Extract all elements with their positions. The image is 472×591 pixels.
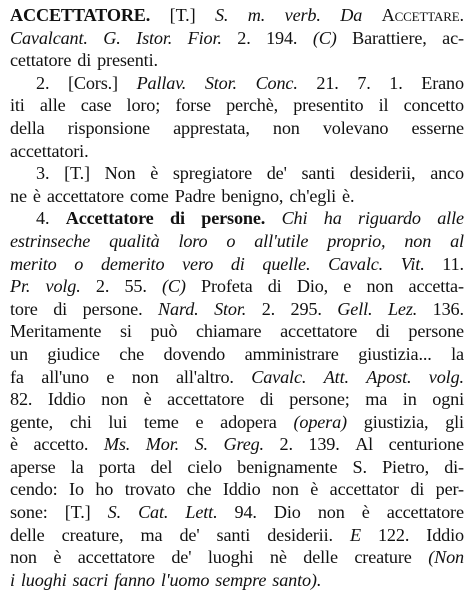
entry-word: non [131, 366, 159, 387]
entry-word: anco [430, 163, 464, 184]
entry-word: l'uomo [160, 569, 210, 590]
entry-word: volg. [428, 366, 464, 387]
entry-word: Pr. [10, 276, 31, 297]
entry-word: alle [437, 208, 464, 229]
entry-word: alle [39, 95, 66, 116]
entry-word: ho [95, 479, 114, 500]
entry-word: luoghi [20, 569, 67, 590]
entry-word: Dio, [296, 276, 329, 297]
entry-word: Mor. [145, 434, 180, 455]
entry-word: 295. [290, 298, 322, 319]
entry-word: estrinseche [10, 230, 91, 251]
entry-word: ACCETTATORE. [10, 5, 151, 25]
entry-word: 2. [237, 27, 251, 48]
entry-word: adopera [220, 411, 277, 432]
dictionary-entry [10, 4, 464, 591]
entry-word: un [10, 343, 28, 364]
entry-word: Iddio [426, 524, 464, 545]
entry-word: accettator [329, 479, 399, 500]
entry-word: di [230, 253, 245, 274]
entry-word: vero [182, 253, 214, 274]
entry-word: 21. [316, 72, 339, 93]
entry-word: può [150, 321, 178, 342]
entry-word: benignamente [237, 456, 338, 477]
entry-word: giustizia, [363, 411, 429, 432]
entry-word: Stor. [214, 298, 247, 319]
entry-word: di [77, 50, 92, 71]
entry-word: Padre [174, 185, 216, 206]
entry-word: ogni [432, 389, 464, 410]
entry-word: porta [98, 456, 136, 477]
entry-word: loro; [126, 95, 161, 116]
entry-word: non [272, 117, 300, 138]
entry-word: sempre [215, 569, 267, 590]
entry-paragraph [10, 72, 464, 162]
entry-word: cendo: [10, 479, 58, 500]
entry-word: creature, [61, 524, 124, 545]
entry-word: de' [179, 524, 200, 545]
entry-word: Barattiere, [352, 27, 427, 48]
entry-paragraph [10, 162, 464, 207]
entry-word: di [375, 321, 390, 342]
entry-word: dovendo [163, 343, 226, 364]
entry-word: perchè, [226, 95, 279, 116]
entry-word: S. [107, 502, 121, 523]
entry-word: presenti. [97, 50, 158, 71]
entry-word: persone. [82, 298, 143, 319]
entry-line [10, 456, 464, 479]
entry-word: di [259, 389, 274, 410]
entry-word: delle [10, 524, 45, 545]
entry-word: per- [435, 479, 464, 500]
entry-word: 194. [266, 27, 298, 48]
entry-word: Stor. [204, 72, 237, 93]
entry-word: Vit. [400, 253, 425, 274]
entry-word: [T.] [64, 163, 90, 184]
entry-word: accettatore [280, 321, 358, 342]
entry-word: Cavalc. [251, 366, 307, 387]
entry-word: è [150, 163, 159, 184]
entry-word: Conc. [255, 72, 298, 93]
entry-word: che [186, 479, 212, 500]
entry-word: non [317, 502, 345, 523]
entry-word: gli [445, 411, 464, 432]
entry-word: e [195, 411, 204, 432]
entry-line [10, 140, 464, 163]
entry-line [10, 524, 464, 547]
entry-word: è [361, 502, 370, 523]
entry-line [10, 49, 464, 72]
entry-word: Greg. [223, 434, 264, 455]
entry-word: Iddio [47, 389, 86, 410]
entry-word: di- [444, 456, 464, 477]
entry-word: o [226, 230, 236, 251]
entry-word: è [53, 547, 62, 568]
entry-word: S. [352, 456, 367, 477]
entry-word: de' [266, 163, 287, 184]
entry-word: Gell. [337, 298, 373, 319]
entry-line [10, 185, 464, 208]
entry-word: 139. [308, 434, 340, 455]
entry-word: chiamare [195, 321, 262, 342]
entry-word: non [271, 479, 299, 500]
entry-word: ac- [442, 27, 464, 48]
entry-word: accettatore [167, 389, 245, 410]
entry-word: apprestata, [173, 117, 250, 138]
entry-line [10, 117, 464, 140]
entry-word: persone [408, 321, 464, 342]
entry-word: accetto. [33, 434, 89, 455]
entry-word: la [70, 456, 84, 477]
entry-word: delle [303, 547, 338, 568]
entry-word: sone: [10, 502, 48, 523]
entry-word: cettatore [10, 50, 72, 71]
entry-line [10, 253, 464, 276]
entry-word: 55. [124, 276, 147, 297]
entry-word: desiderii. [267, 524, 333, 545]
entry-line [10, 275, 464, 298]
entry-word: accettatore [46, 185, 124, 206]
entry-word: (C) [161, 276, 186, 297]
entry-word: il [378, 95, 389, 116]
entry-word: santi [216, 524, 251, 545]
entry-word: 4. [36, 208, 50, 229]
entry-word: fanno [114, 569, 155, 590]
entry-line [10, 298, 464, 321]
entry-word: di [267, 276, 282, 297]
entry-word: S. [214, 5, 229, 25]
entry-word: forse [175, 95, 211, 116]
entry-word: 82. [10, 389, 33, 410]
entry-word: come [129, 185, 169, 206]
entry-word: 2. [279, 434, 293, 455]
entry-word: [Cors.] [67, 72, 118, 93]
entry-line [10, 94, 464, 117]
entry-line [10, 388, 464, 411]
entry-line [10, 230, 464, 253]
entry-word: trovato [124, 479, 176, 500]
entry-word: o [74, 253, 84, 274]
entry-word: Erano [421, 72, 464, 93]
entry-word: Lez. [387, 298, 418, 319]
entry-word: Accettare. [381, 5, 464, 25]
entry-line [10, 72, 464, 95]
entry-word: non [10, 547, 37, 568]
entry-word: teme [143, 411, 179, 432]
entry-word: è [143, 389, 152, 410]
entry-word: esserne [411, 117, 464, 138]
entry-word: Att. [323, 366, 349, 387]
entry-word: gente, [10, 411, 54, 432]
entry-word: (Non [428, 547, 464, 568]
entry-word: Chi [281, 208, 308, 229]
entry-word: Pallav. [136, 72, 187, 93]
entry-word: Io [69, 479, 84, 500]
entry-word: ch'egli [289, 185, 337, 206]
entry-word: nè [269, 547, 287, 568]
entry-word: in [402, 389, 417, 410]
entry-word: Da [340, 5, 363, 25]
entry-word: aperse [10, 456, 56, 477]
entry-line [10, 411, 464, 434]
entry-word: e [343, 276, 352, 297]
entry-word: G. [103, 27, 121, 48]
entry-word: del [150, 456, 173, 477]
entry-line [10, 478, 464, 501]
entry-word: tore [10, 298, 38, 319]
entry-paragraph [10, 207, 464, 591]
entry-word: giudice [47, 343, 100, 364]
entry-word: Meritamente [10, 321, 102, 342]
entry-word: giustizia... [358, 343, 432, 364]
entry-word: (C) [312, 27, 337, 48]
entry-word: Non [104, 163, 136, 184]
entry-word: S. [194, 434, 208, 455]
entry-word: accettatori. [10, 140, 89, 161]
entry-word: Apost. [366, 366, 412, 387]
entry-word: de' [171, 547, 192, 568]
entry-word: ne [10, 185, 27, 206]
entry-word: Cavalcant. [10, 27, 88, 48]
entry-word: proprio, [327, 230, 386, 251]
entry-word: all'utile [254, 230, 309, 251]
entry-word: fa [10, 366, 24, 387]
entry-word: santi [301, 163, 336, 184]
entry-word: della [10, 117, 45, 138]
entry-line [10, 366, 464, 389]
entry-word: Nard. [158, 298, 199, 319]
entry-line [10, 343, 464, 366]
entry-word: Cat. [138, 502, 169, 523]
entry-word: 2. [95, 276, 110, 297]
entry-line [10, 320, 464, 343]
entry-word: ha [323, 208, 342, 229]
entry-word: accettatore [77, 547, 155, 568]
entry-word: (opera) [293, 411, 347, 432]
entry-word: concetto [403, 95, 464, 116]
entry-word: non [366, 276, 394, 297]
entry-line [10, 546, 464, 569]
entry-word: [T.] [64, 502, 91, 523]
entry-word: 11. [442, 253, 464, 274]
entry-word: Fior. [187, 27, 222, 48]
entry-word: Istor. [136, 27, 173, 48]
entry-word: quelle. [262, 253, 311, 274]
entry-word: Dio [273, 502, 301, 523]
entry-word: amministrare [244, 343, 339, 364]
entry-word: 2. [36, 72, 50, 93]
entry-word: che [119, 343, 145, 364]
entry-word: Iddio [222, 479, 261, 500]
entry-paragraph [10, 4, 464, 72]
entry-word: Accettatore [65, 208, 154, 229]
entry-word: 2. [261, 298, 276, 319]
entry-line [10, 207, 464, 230]
entry-word: di [169, 208, 185, 229]
entry-word: m. [247, 5, 266, 25]
entry-word: qualità [109, 230, 160, 251]
entry-word: 122. [377, 524, 410, 545]
entry-word: volg. [45, 276, 81, 297]
entry-word: E [349, 524, 361, 545]
entry-word: [T.] [169, 5, 196, 25]
entry-word: cielo [187, 456, 223, 477]
entry-word: Lett. [185, 502, 218, 523]
entry-word: sacri [72, 569, 109, 590]
entry-word: iti [10, 95, 25, 116]
entry-line [10, 569, 464, 591]
entry-word: di [410, 479, 425, 500]
entry-word: ma [140, 524, 163, 545]
entry-word: verb. [284, 5, 321, 25]
entry-word: persone; [289, 389, 350, 410]
entry-word: 136. [432, 298, 464, 319]
entry-word: si [119, 321, 132, 342]
entry-line [10, 4, 464, 27]
entry-word: è [10, 434, 18, 455]
entry-word: Ms. [103, 434, 131, 455]
entry-word: ma [365, 389, 388, 410]
entry-word: 7. [357, 72, 371, 93]
entry-word: demerito [100, 253, 165, 274]
entry-word: di [53, 298, 68, 319]
entry-word: e [106, 366, 115, 387]
entry-word: 94. [234, 502, 257, 523]
entry-word: luoghi [207, 547, 254, 568]
entry-line [10, 27, 464, 50]
entry-word: presentito [293, 95, 364, 116]
entry-word: Pietro, [382, 456, 430, 477]
entry-line [10, 162, 464, 185]
entry-word: è. [342, 185, 355, 206]
entry-word: volevano [322, 117, 389, 138]
entry-word: spregiatore [172, 163, 253, 184]
entry-word: santo). [272, 569, 322, 590]
entry-word: è [310, 479, 319, 500]
entry-word: benigno, [221, 185, 284, 206]
entry-word: desiderii, [349, 163, 416, 184]
entry-word: i [10, 569, 15, 590]
entry-word: creature [354, 547, 412, 568]
entry-word: risponsione [67, 117, 150, 138]
entry-word: all'altro. [176, 366, 234, 387]
entry-word: merito [10, 253, 57, 274]
entry-word: al [450, 230, 464, 251]
entry-word: non [404, 230, 432, 251]
entry-word: loro [178, 230, 208, 251]
entry-word: accettatore [386, 502, 464, 523]
entry-word: la [451, 343, 464, 364]
entry-word: accetta- [408, 276, 464, 297]
entry-word: persone. [201, 208, 266, 229]
entry-word: Profeta [201, 276, 253, 297]
entry-word: è [32, 185, 41, 206]
entry-line [10, 433, 464, 456]
entry-word: Al [355, 434, 374, 455]
entry-word: centurione [388, 434, 464, 455]
entry-word: non [101, 389, 128, 410]
entry-line [10, 501, 464, 524]
entry-word: lui [108, 411, 128, 432]
entry-word: chi [69, 411, 92, 432]
entry-word: 1. [389, 72, 403, 93]
entry-word: all'uno [41, 366, 89, 387]
entry-word: Cavalc. [328, 253, 384, 274]
entry-word: case [80, 95, 112, 116]
entry-word: 3. [36, 163, 50, 184]
entry-word: riguardo [358, 208, 421, 229]
